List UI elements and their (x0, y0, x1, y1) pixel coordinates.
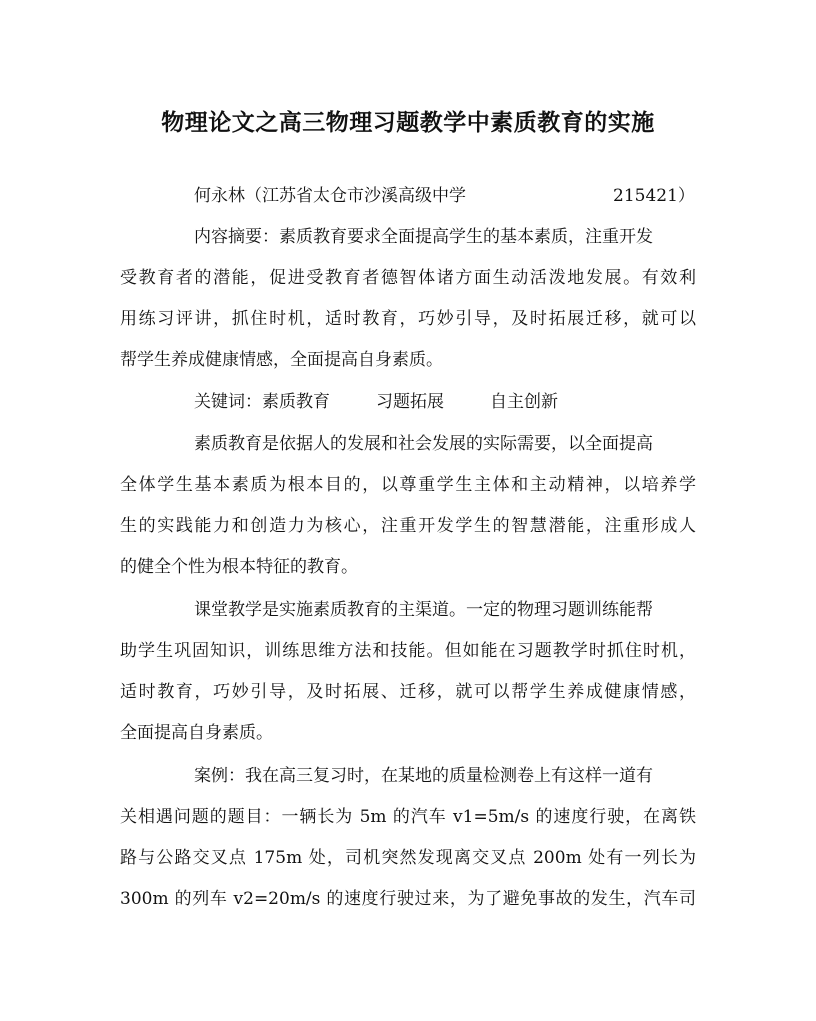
paragraph-line: 路与公路交叉点 175m 处，司机突然发现离交叉点 200m 处有一列长为 (120, 848, 696, 868)
paragraph-line: 适时教育，巧妙引导，及时拓展、迁移，就可以帮学生养成健康情感， (120, 682, 696, 702)
paragraph-1 (120, 424, 696, 588)
keywords-block (120, 382, 696, 423)
paragraph-3 (120, 756, 696, 920)
paragraph-2 (120, 590, 696, 754)
author-name: 何永林（江苏省太仓市沙溪高级中学 (194, 186, 466, 206)
paragraph-line: 助学生巩固知识，训练思维方法和技能。但如能在习题教学时抓住时机， (120, 641, 696, 661)
postal-code: 215421） (613, 186, 695, 206)
document-title: 物理论文之高三物理习题教学中素质教育的实施 (161, 109, 655, 136)
author-block (120, 176, 696, 217)
keyword-item: 习题拓展 (376, 392, 444, 412)
paragraph-line: 课堂教学是实施素质教育的主渠道。一定的物理习题训练能帮 (194, 600, 653, 620)
author-line (120, 176, 696, 217)
abstract-line: 帮学生养成健康情感，全面提高自身素质。 (120, 350, 443, 370)
paragraph-line: 关相遇问题的题目：一辆长为 5m 的汽车 v1=5m/s 的速度行驶，在离铁 (120, 807, 696, 827)
paragraph-line: 的健全个性为根本特征的教育。 (120, 557, 358, 577)
paragraph-line: 生的实践能力和创造力为核心，注重开发学生的智慧潜能，注重形成人 (120, 516, 696, 536)
abstract-line: 内容摘要：素质教育要求全面提高学生的基本素质，注重开发 (194, 227, 653, 247)
paragraph-line: 全面提高自身素质。 (120, 723, 273, 743)
paragraph-line: 案例：我在高三复习时，在某地的质量检测卷上有这样一道有 (194, 766, 653, 786)
abstract-paragraph (120, 217, 696, 381)
abstract-line: 用练习评讲，抓住时机，适时教育，巧妙引导，及时拓展迁移，就可以 (120, 309, 696, 329)
paragraph-line: 300m 的列车 v2=20m/s 的速度行驶过来，为了避免事故的发生，汽车司 (120, 889, 696, 909)
keyword-item: 自主创新 (490, 392, 558, 412)
paragraph-line: 素质教育是依据人的发展和社会发展的实际需要，以全面提高 (194, 434, 653, 454)
paragraph-line: 全体学生基本素质为根本目的，以尊重学生主体和主动精神，以培养学 (120, 475, 696, 495)
keywords-label: 关键词：素质教育 (194, 392, 330, 412)
abstract-line: 受教育者的潜能，促进受教育者德智体诸方面生动活泼地发展。有效利 (120, 268, 696, 288)
keywords-line (120, 382, 696, 423)
